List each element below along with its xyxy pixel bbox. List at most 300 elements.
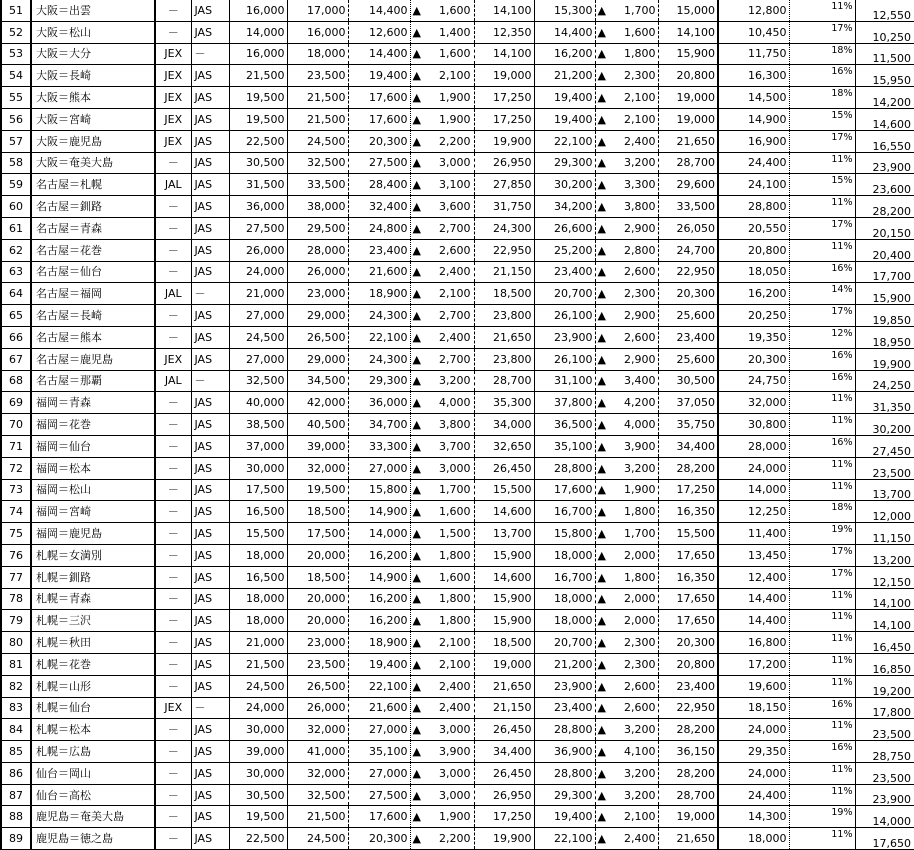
carrier-a-cell[interactable]: － <box>155 239 191 261</box>
fare-cell-3[interactable]: 27,500 <box>348 152 410 174</box>
increase-cell-1[interactable] <box>410 479 474 501</box>
fare-cell-8[interactable]: 17,650 <box>855 828 914 850</box>
route-cell[interactable]: 大阪＝熊本 <box>31 87 155 109</box>
discount-percent-cell[interactable]: 17% <box>789 217 855 239</box>
fare-cell-7[interactable]: 18,050 <box>718 261 789 283</box>
route-cell[interactable]: 札幌＝三沢 <box>31 610 155 632</box>
increase-cell-2[interactable] <box>595 479 658 501</box>
fare-cell-1[interactable]: 24,500 <box>229 675 287 697</box>
increase-cell-1[interactable] <box>410 174 474 196</box>
discount-percent-cell[interactable]: 11% <box>789 152 855 174</box>
increase-cell-1[interactable] <box>410 719 474 741</box>
fare-cell-2[interactable]: 29,000 <box>287 305 348 327</box>
fare-cell-3[interactable]: 14,400 <box>348 43 410 65</box>
increase-cell-1[interactable] <box>410 806 474 828</box>
fare-cell-3[interactable]: 20,300 <box>348 828 410 850</box>
increase-cell-2[interactable] <box>595 610 658 632</box>
fare-cell-5[interactable]: 25,200 <box>534 239 595 261</box>
route-cell[interactable]: 札幌＝花巻 <box>31 653 155 675</box>
row-number[interactable]: 55 <box>1 87 31 109</box>
fare-cell-3[interactable]: 23,400 <box>348 239 410 261</box>
increase-cell-2[interactable] <box>595 196 658 218</box>
row-number[interactable]: 77 <box>1 566 31 588</box>
increase-cell-1[interactable] <box>410 566 474 588</box>
fare-cell-4[interactable]: 28,700 <box>474 370 534 392</box>
fare-cell-1[interactable]: 18,000 <box>229 544 287 566</box>
fare-cell-8[interactable]: 23,500 <box>855 457 914 479</box>
increase-cell-1[interactable] <box>410 435 474 457</box>
fare-cell-6[interactable]: 35,750 <box>658 414 718 436</box>
fare-cell-7[interactable]: 24,400 <box>718 784 789 806</box>
fare-cell-7[interactable]: 24,000 <box>718 719 789 741</box>
fare-cell-6[interactable]: 26,050 <box>658 217 718 239</box>
fare-cell-5[interactable]: 18,000 <box>534 610 595 632</box>
carrier-b-cell[interactable]: JAS <box>191 828 229 850</box>
carrier-b-cell[interactable]: JAS <box>191 217 229 239</box>
fare-cell-8[interactable]: 14,600 <box>855 108 914 130</box>
fare-cell-8[interactable]: 24,250 <box>855 370 914 392</box>
carrier-b-cell[interactable]: JAS <box>191 523 229 545</box>
fare-cell-5[interactable]: 26,100 <box>534 305 595 327</box>
fare-cell-8[interactable]: 15,900 <box>855 283 914 305</box>
fare-cell-6[interactable]: 15,500 <box>658 523 718 545</box>
fare-cell-6[interactable]: 28,200 <box>658 719 718 741</box>
fare-cell-7[interactable]: 20,800 <box>718 239 789 261</box>
fare-cell-5[interactable]: 19,400 <box>534 87 595 109</box>
fare-cell-1[interactable]: 32,500 <box>229 370 287 392</box>
fare-cell-4[interactable]: 26,950 <box>474 784 534 806</box>
discount-percent-cell[interactable]: 16% <box>789 65 855 87</box>
fare-cell-3[interactable]: 34,700 <box>348 414 410 436</box>
route-cell[interactable]: 大阪＝宮崎 <box>31 108 155 130</box>
discount-percent-cell[interactable]: 15% <box>789 174 855 196</box>
fare-cell-3[interactable]: 18,900 <box>348 632 410 654</box>
carrier-a-cell[interactable]: JEX <box>155 108 191 130</box>
fare-cell-7[interactable]: 12,250 <box>718 501 789 523</box>
row-number[interactable]: 89 <box>1 828 31 850</box>
row-number[interactable]: 83 <box>1 697 31 719</box>
carrier-b-cell[interactable]: JAS <box>191 479 229 501</box>
fare-cell-2[interactable]: 23,000 <box>287 632 348 654</box>
carrier-b-cell[interactable]: JAS <box>191 653 229 675</box>
increase-cell-2[interactable] <box>595 65 658 87</box>
fare-cell-8[interactable]: 17,700 <box>855 261 914 283</box>
fare-cell-5[interactable]: 35,100 <box>534 435 595 457</box>
fare-cell-8[interactable]: 11,500 <box>855 43 914 65</box>
fare-cell-8[interactable]: 23,900 <box>855 152 914 174</box>
carrier-b-cell[interactable]: JAS <box>191 261 229 283</box>
carrier-a-cell[interactable]: JEX <box>155 697 191 719</box>
fare-cell-6[interactable]: 37,050 <box>658 392 718 414</box>
fare-cell-2[interactable]: 23,500 <box>287 65 348 87</box>
carrier-b-cell[interactable]: JAS <box>191 501 229 523</box>
fare-cell-2[interactable]: 18,500 <box>287 501 348 523</box>
fare-cell-1[interactable]: 30,000 <box>229 719 287 741</box>
row-number[interactable]: 66 <box>1 326 31 348</box>
row-number[interactable]: 53 <box>1 43 31 65</box>
fare-cell-6[interactable]: 14,100 <box>658 21 718 43</box>
fare-cell-7[interactable]: 14,300 <box>718 806 789 828</box>
fare-cell-8[interactable]: 12,150 <box>855 566 914 588</box>
fare-cell-7[interactable]: 14,000 <box>718 479 789 501</box>
carrier-b-cell[interactable]: JAS <box>191 610 229 632</box>
fare-cell-5[interactable]: 37,800 <box>534 392 595 414</box>
fare-cell-6[interactable]: 20,300 <box>658 283 718 305</box>
carrier-a-cell[interactable]: JAL <box>155 370 191 392</box>
increase-cell-2[interactable] <box>595 741 658 763</box>
row-number[interactable]: 51 <box>1 0 31 21</box>
row-number[interactable]: 69 <box>1 392 31 414</box>
fare-cell-6[interactable]: 28,200 <box>658 762 718 784</box>
fare-cell-3[interactable]: 14,400 <box>348 0 410 21</box>
increase-cell-2[interactable] <box>595 501 658 523</box>
fare-cell-7[interactable]: 24,750 <box>718 370 789 392</box>
increase-cell-1[interactable] <box>410 501 474 523</box>
fare-cell-4[interactable]: 18,500 <box>474 632 534 654</box>
row-number[interactable]: 81 <box>1 653 31 675</box>
fare-cell-5[interactable]: 21,200 <box>534 653 595 675</box>
fare-cell-1[interactable]: 24,500 <box>229 326 287 348</box>
increase-cell-2[interactable] <box>595 762 658 784</box>
fare-cell-5[interactable]: 26,600 <box>534 217 595 239</box>
fare-cell-8[interactable]: 13,700 <box>855 479 914 501</box>
fare-cell-2[interactable]: 29,000 <box>287 348 348 370</box>
carrier-b-cell[interactable]: JAS <box>191 762 229 784</box>
fare-cell-6[interactable]: 15,000 <box>658 0 718 21</box>
fare-cell-3[interactable]: 27,000 <box>348 719 410 741</box>
row-number[interactable]: 86 <box>1 762 31 784</box>
discount-percent-cell[interactable]: 16% <box>789 697 855 719</box>
fare-cell-4[interactable]: 19,000 <box>474 653 534 675</box>
fare-cell-7[interactable]: 32,000 <box>718 392 789 414</box>
fare-cell-4[interactable]: 34,400 <box>474 741 534 763</box>
fare-cell-4[interactable]: 27,850 <box>474 174 534 196</box>
discount-percent-cell[interactable]: 15% <box>789 108 855 130</box>
row-number[interactable]: 75 <box>1 523 31 545</box>
discount-percent-cell[interactable]: 11% <box>789 239 855 261</box>
fare-cell-7[interactable]: 11,400 <box>718 523 789 545</box>
fare-cell-7[interactable]: 16,200 <box>718 283 789 305</box>
carrier-a-cell[interactable]: － <box>155 152 191 174</box>
row-number[interactable]: 70 <box>1 414 31 436</box>
fare-cell-4[interactable]: 21,150 <box>474 261 534 283</box>
fare-cell-6[interactable]: 25,600 <box>658 348 718 370</box>
increase-cell-2[interactable] <box>595 457 658 479</box>
fare-cell-8[interactable]: 20,400 <box>855 239 914 261</box>
route-cell[interactable]: 名古屋＝熊本 <box>31 326 155 348</box>
row-number[interactable]: 84 <box>1 719 31 741</box>
increase-cell-2[interactable] <box>595 152 658 174</box>
discount-percent-cell[interactable]: 17% <box>789 566 855 588</box>
fare-cell-2[interactable]: 29,500 <box>287 217 348 239</box>
fare-cell-4[interactable]: 21,650 <box>474 675 534 697</box>
carrier-b-cell[interactable]: JAS <box>191 239 229 261</box>
fare-cell-1[interactable]: 38,500 <box>229 414 287 436</box>
fare-cell-7[interactable]: 12,800 <box>718 0 789 21</box>
carrier-a-cell[interactable]: － <box>155 741 191 763</box>
carrier-a-cell[interactable]: － <box>155 501 191 523</box>
fare-cell-5[interactable]: 22,100 <box>534 828 595 850</box>
fare-cell-6[interactable]: 36,150 <box>658 741 718 763</box>
carrier-b-cell[interactable]: JAS <box>191 152 229 174</box>
route-cell[interactable]: 大阪＝長崎 <box>31 65 155 87</box>
row-number[interactable]: 52 <box>1 21 31 43</box>
fare-cell-4[interactable]: 24,300 <box>474 217 534 239</box>
fare-cell-2[interactable]: 26,000 <box>287 697 348 719</box>
fare-cell-5[interactable]: 21,200 <box>534 65 595 87</box>
fare-cell-2[interactable]: 18,000 <box>287 43 348 65</box>
fare-cell-1[interactable]: 26,000 <box>229 239 287 261</box>
row-number[interactable]: 62 <box>1 239 31 261</box>
route-cell[interactable]: 福岡＝青森 <box>31 392 155 414</box>
increase-cell-1[interactable] <box>410 414 474 436</box>
carrier-a-cell[interactable]: － <box>155 784 191 806</box>
carrier-a-cell[interactable]: － <box>155 414 191 436</box>
fare-cell-6[interactable]: 28,200 <box>658 457 718 479</box>
increase-cell-1[interactable] <box>410 392 474 414</box>
carrier-b-cell[interactable]: JAS <box>191 806 229 828</box>
row-number[interactable]: 87 <box>1 784 31 806</box>
fare-cell-1[interactable]: 19,500 <box>229 806 287 828</box>
fare-cell-5[interactable]: 34,200 <box>534 196 595 218</box>
fare-cell-3[interactable]: 14,900 <box>348 566 410 588</box>
increase-cell-2[interactable] <box>595 806 658 828</box>
fare-cell-8[interactable]: 28,200 <box>855 196 914 218</box>
fare-cell-1[interactable]: 15,500 <box>229 523 287 545</box>
increase-cell-2[interactable] <box>595 326 658 348</box>
carrier-b-cell[interactable]: － <box>191 370 229 392</box>
discount-percent-cell[interactable]: 18% <box>789 43 855 65</box>
fare-cell-5[interactable]: 14,400 <box>534 21 595 43</box>
fare-cell-1[interactable]: 24,000 <box>229 261 287 283</box>
fare-cell-8[interactable]: 27,450 <box>855 435 914 457</box>
carrier-a-cell[interactable]: － <box>155 719 191 741</box>
route-cell[interactable]: 札幌＝青森 <box>31 588 155 610</box>
fare-cell-1[interactable]: 22,500 <box>229 828 287 850</box>
route-cell[interactable]: 仙台＝高松 <box>31 784 155 806</box>
route-cell[interactable]: 札幌＝山形 <box>31 675 155 697</box>
row-number[interactable]: 54 <box>1 65 31 87</box>
increase-cell-2[interactable] <box>595 0 658 21</box>
route-cell[interactable]: 大阪＝奄美大島 <box>31 152 155 174</box>
carrier-a-cell[interactable]: － <box>155 392 191 414</box>
fare-cell-1[interactable]: 21,000 <box>229 632 287 654</box>
fare-cell-3[interactable]: 22,100 <box>348 675 410 697</box>
carrier-a-cell[interactable]: － <box>155 0 191 21</box>
discount-percent-cell[interactable]: 16% <box>789 348 855 370</box>
increase-cell-1[interactable] <box>410 523 474 545</box>
increase-cell-1[interactable] <box>410 457 474 479</box>
fare-cell-8[interactable]: 28,750 <box>855 741 914 763</box>
fare-cell-2[interactable]: 26,500 <box>287 675 348 697</box>
increase-cell-2[interactable] <box>595 174 658 196</box>
fare-cell-6[interactable]: 15,900 <box>658 43 718 65</box>
fare-cell-1[interactable]: 22,500 <box>229 130 287 152</box>
fare-cell-4[interactable]: 14,600 <box>474 501 534 523</box>
fare-cell-4[interactable]: 34,000 <box>474 414 534 436</box>
discount-percent-cell[interactable]: 11% <box>789 479 855 501</box>
route-cell[interactable]: 札幌＝松本 <box>31 719 155 741</box>
increase-cell-1[interactable] <box>410 741 474 763</box>
row-number[interactable]: 80 <box>1 632 31 654</box>
increase-cell-1[interactable] <box>410 152 474 174</box>
fare-cell-6[interactable]: 28,700 <box>658 152 718 174</box>
discount-percent-cell[interactable]: 11% <box>789 784 855 806</box>
increase-cell-1[interactable] <box>410 87 474 109</box>
increase-cell-1[interactable] <box>410 65 474 87</box>
fare-cell-4[interactable]: 23,800 <box>474 348 534 370</box>
discount-percent-cell[interactable]: 11% <box>789 675 855 697</box>
increase-cell-2[interactable] <box>595 392 658 414</box>
increase-cell-2[interactable] <box>595 784 658 806</box>
carrier-a-cell[interactable]: － <box>155 566 191 588</box>
carrier-b-cell[interactable]: JAS <box>191 588 229 610</box>
fare-cell-3[interactable]: 16,200 <box>348 544 410 566</box>
fare-cell-4[interactable]: 26,450 <box>474 457 534 479</box>
fare-cell-5[interactable]: 16,200 <box>534 43 595 65</box>
route-cell[interactable]: 福岡＝宮崎 <box>31 501 155 523</box>
fare-cell-4[interactable]: 31,750 <box>474 196 534 218</box>
route-cell[interactable]: 名古屋＝札幌 <box>31 174 155 196</box>
route-cell[interactable]: 名古屋＝仙台 <box>31 261 155 283</box>
carrier-a-cell[interactable]: JEX <box>155 130 191 152</box>
fare-cell-3[interactable]: 20,300 <box>348 130 410 152</box>
discount-percent-cell[interactable]: 11% <box>789 719 855 741</box>
increase-cell-2[interactable] <box>595 675 658 697</box>
fare-cell-7[interactable]: 19,350 <box>718 326 789 348</box>
increase-cell-2[interactable] <box>595 370 658 392</box>
carrier-a-cell[interactable]: － <box>155 806 191 828</box>
fare-cell-4[interactable]: 21,650 <box>474 326 534 348</box>
fare-cell-3[interactable]: 32,400 <box>348 196 410 218</box>
fare-cell-1[interactable]: 30,000 <box>229 762 287 784</box>
fare-cell-7[interactable]: 16,900 <box>718 130 789 152</box>
fare-cell-7[interactable]: 28,800 <box>718 196 789 218</box>
route-cell[interactable]: 大阪＝松山 <box>31 21 155 43</box>
increase-cell-2[interactable] <box>595 414 658 436</box>
fare-cell-2[interactable]: 32,500 <box>287 784 348 806</box>
carrier-a-cell[interactable]: － <box>155 828 191 850</box>
discount-percent-cell[interactable]: 11% <box>789 392 855 414</box>
fare-cell-7[interactable]: 24,400 <box>718 152 789 174</box>
discount-percent-cell[interactable]: 16% <box>789 370 855 392</box>
fare-cell-2[interactable]: 38,000 <box>287 196 348 218</box>
fare-cell-2[interactable]: 20,000 <box>287 610 348 632</box>
carrier-b-cell[interactable]: JAS <box>191 435 229 457</box>
increase-cell-1[interactable] <box>410 217 474 239</box>
fare-cell-8[interactable]: 12,550 <box>855 0 914 21</box>
increase-cell-1[interactable] <box>410 261 474 283</box>
fare-cell-5[interactable]: 18,000 <box>534 544 595 566</box>
fare-cell-6[interactable]: 30,500 <box>658 370 718 392</box>
discount-percent-cell[interactable]: 17% <box>789 21 855 43</box>
carrier-a-cell[interactable]: － <box>155 196 191 218</box>
fare-cell-8[interactable]: 14,100 <box>855 588 914 610</box>
fare-cell-1[interactable]: 18,000 <box>229 588 287 610</box>
fare-cell-1[interactable]: 24,000 <box>229 697 287 719</box>
fare-cell-3[interactable]: 29,300 <box>348 370 410 392</box>
fare-cell-6[interactable]: 28,700 <box>658 784 718 806</box>
fare-cell-8[interactable]: 12,000 <box>855 501 914 523</box>
fare-cell-3[interactable]: 24,300 <box>348 348 410 370</box>
discount-percent-cell[interactable]: 11% <box>789 632 855 654</box>
fare-cell-3[interactable]: 14,000 <box>348 523 410 545</box>
fare-cell-5[interactable]: 36,900 <box>534 741 595 763</box>
row-number[interactable]: 78 <box>1 588 31 610</box>
fare-cell-5[interactable]: 15,800 <box>534 523 595 545</box>
increase-cell-2[interactable] <box>595 566 658 588</box>
fare-cell-4[interactable]: 19,900 <box>474 130 534 152</box>
fare-cell-5[interactable]: 20,700 <box>534 283 595 305</box>
increase-cell-2[interactable] <box>595 348 658 370</box>
increase-cell-1[interactable] <box>410 762 474 784</box>
fare-cell-4[interactable]: 32,650 <box>474 435 534 457</box>
fare-cell-2[interactable]: 42,000 <box>287 392 348 414</box>
fare-cell-8[interactable]: 19,850 <box>855 305 914 327</box>
increase-cell-2[interactable] <box>595 828 658 850</box>
fare-cell-6[interactable]: 21,650 <box>658 130 718 152</box>
increase-cell-1[interactable] <box>410 610 474 632</box>
fare-cell-5[interactable]: 26,100 <box>534 348 595 370</box>
fare-cell-2[interactable]: 28,000 <box>287 239 348 261</box>
increase-cell-1[interactable] <box>410 239 474 261</box>
fare-cell-7[interactable]: 24,000 <box>718 457 789 479</box>
fare-cell-1[interactable]: 30,500 <box>229 784 287 806</box>
fare-cell-7[interactable]: 20,250 <box>718 305 789 327</box>
fare-cell-1[interactable]: 21,000 <box>229 283 287 305</box>
fare-cell-7[interactable]: 20,550 <box>718 217 789 239</box>
route-cell[interactable]: 名古屋＝青森 <box>31 217 155 239</box>
fare-cell-3[interactable]: 14,900 <box>348 501 410 523</box>
route-cell[interactable]: 札幌＝秋田 <box>31 632 155 654</box>
fare-cell-8[interactable]: 19,900 <box>855 348 914 370</box>
carrier-b-cell[interactable]: JAS <box>191 457 229 479</box>
fare-cell-1[interactable]: 17,500 <box>229 479 287 501</box>
row-number[interactable]: 56 <box>1 108 31 130</box>
fare-cell-7[interactable]: 16,800 <box>718 632 789 654</box>
increase-cell-1[interactable] <box>410 196 474 218</box>
carrier-b-cell[interactable]: JAS <box>191 719 229 741</box>
increase-cell-1[interactable] <box>410 588 474 610</box>
row-number[interactable]: 63 <box>1 261 31 283</box>
fare-cell-5[interactable]: 17,600 <box>534 479 595 501</box>
fare-cell-3[interactable]: 12,600 <box>348 21 410 43</box>
fare-cell-1[interactable]: 21,500 <box>229 653 287 675</box>
fare-cell-5[interactable]: 28,800 <box>534 719 595 741</box>
fare-cell-6[interactable]: 34,400 <box>658 435 718 457</box>
fare-cell-2[interactable]: 23,500 <box>287 653 348 675</box>
carrier-a-cell[interactable]: － <box>155 544 191 566</box>
fare-cell-2[interactable]: 32,000 <box>287 762 348 784</box>
route-cell[interactable]: 札幌＝女満別 <box>31 544 155 566</box>
route-cell[interactable]: 大阪＝大分 <box>31 43 155 65</box>
carrier-b-cell[interactable]: JAS <box>191 632 229 654</box>
discount-percent-cell[interactable]: 11% <box>789 196 855 218</box>
fare-cell-4[interactable]: 21,150 <box>474 697 534 719</box>
fare-cell-8[interactable]: 13,200 <box>855 544 914 566</box>
discount-percent-cell[interactable]: 11% <box>789 0 855 21</box>
fare-cell-7[interactable]: 12,400 <box>718 566 789 588</box>
fare-cell-4[interactable]: 23,800 <box>474 305 534 327</box>
route-cell[interactable]: 福岡＝松本 <box>31 457 155 479</box>
fare-cell-4[interactable]: 19,000 <box>474 65 534 87</box>
fare-cell-2[interactable]: 21,500 <box>287 87 348 109</box>
carrier-a-cell[interactable]: JEX <box>155 87 191 109</box>
row-number[interactable]: 79 <box>1 610 31 632</box>
increase-cell-2[interactable] <box>595 305 658 327</box>
fare-cell-3[interactable]: 19,400 <box>348 653 410 675</box>
increase-cell-2[interactable] <box>595 632 658 654</box>
